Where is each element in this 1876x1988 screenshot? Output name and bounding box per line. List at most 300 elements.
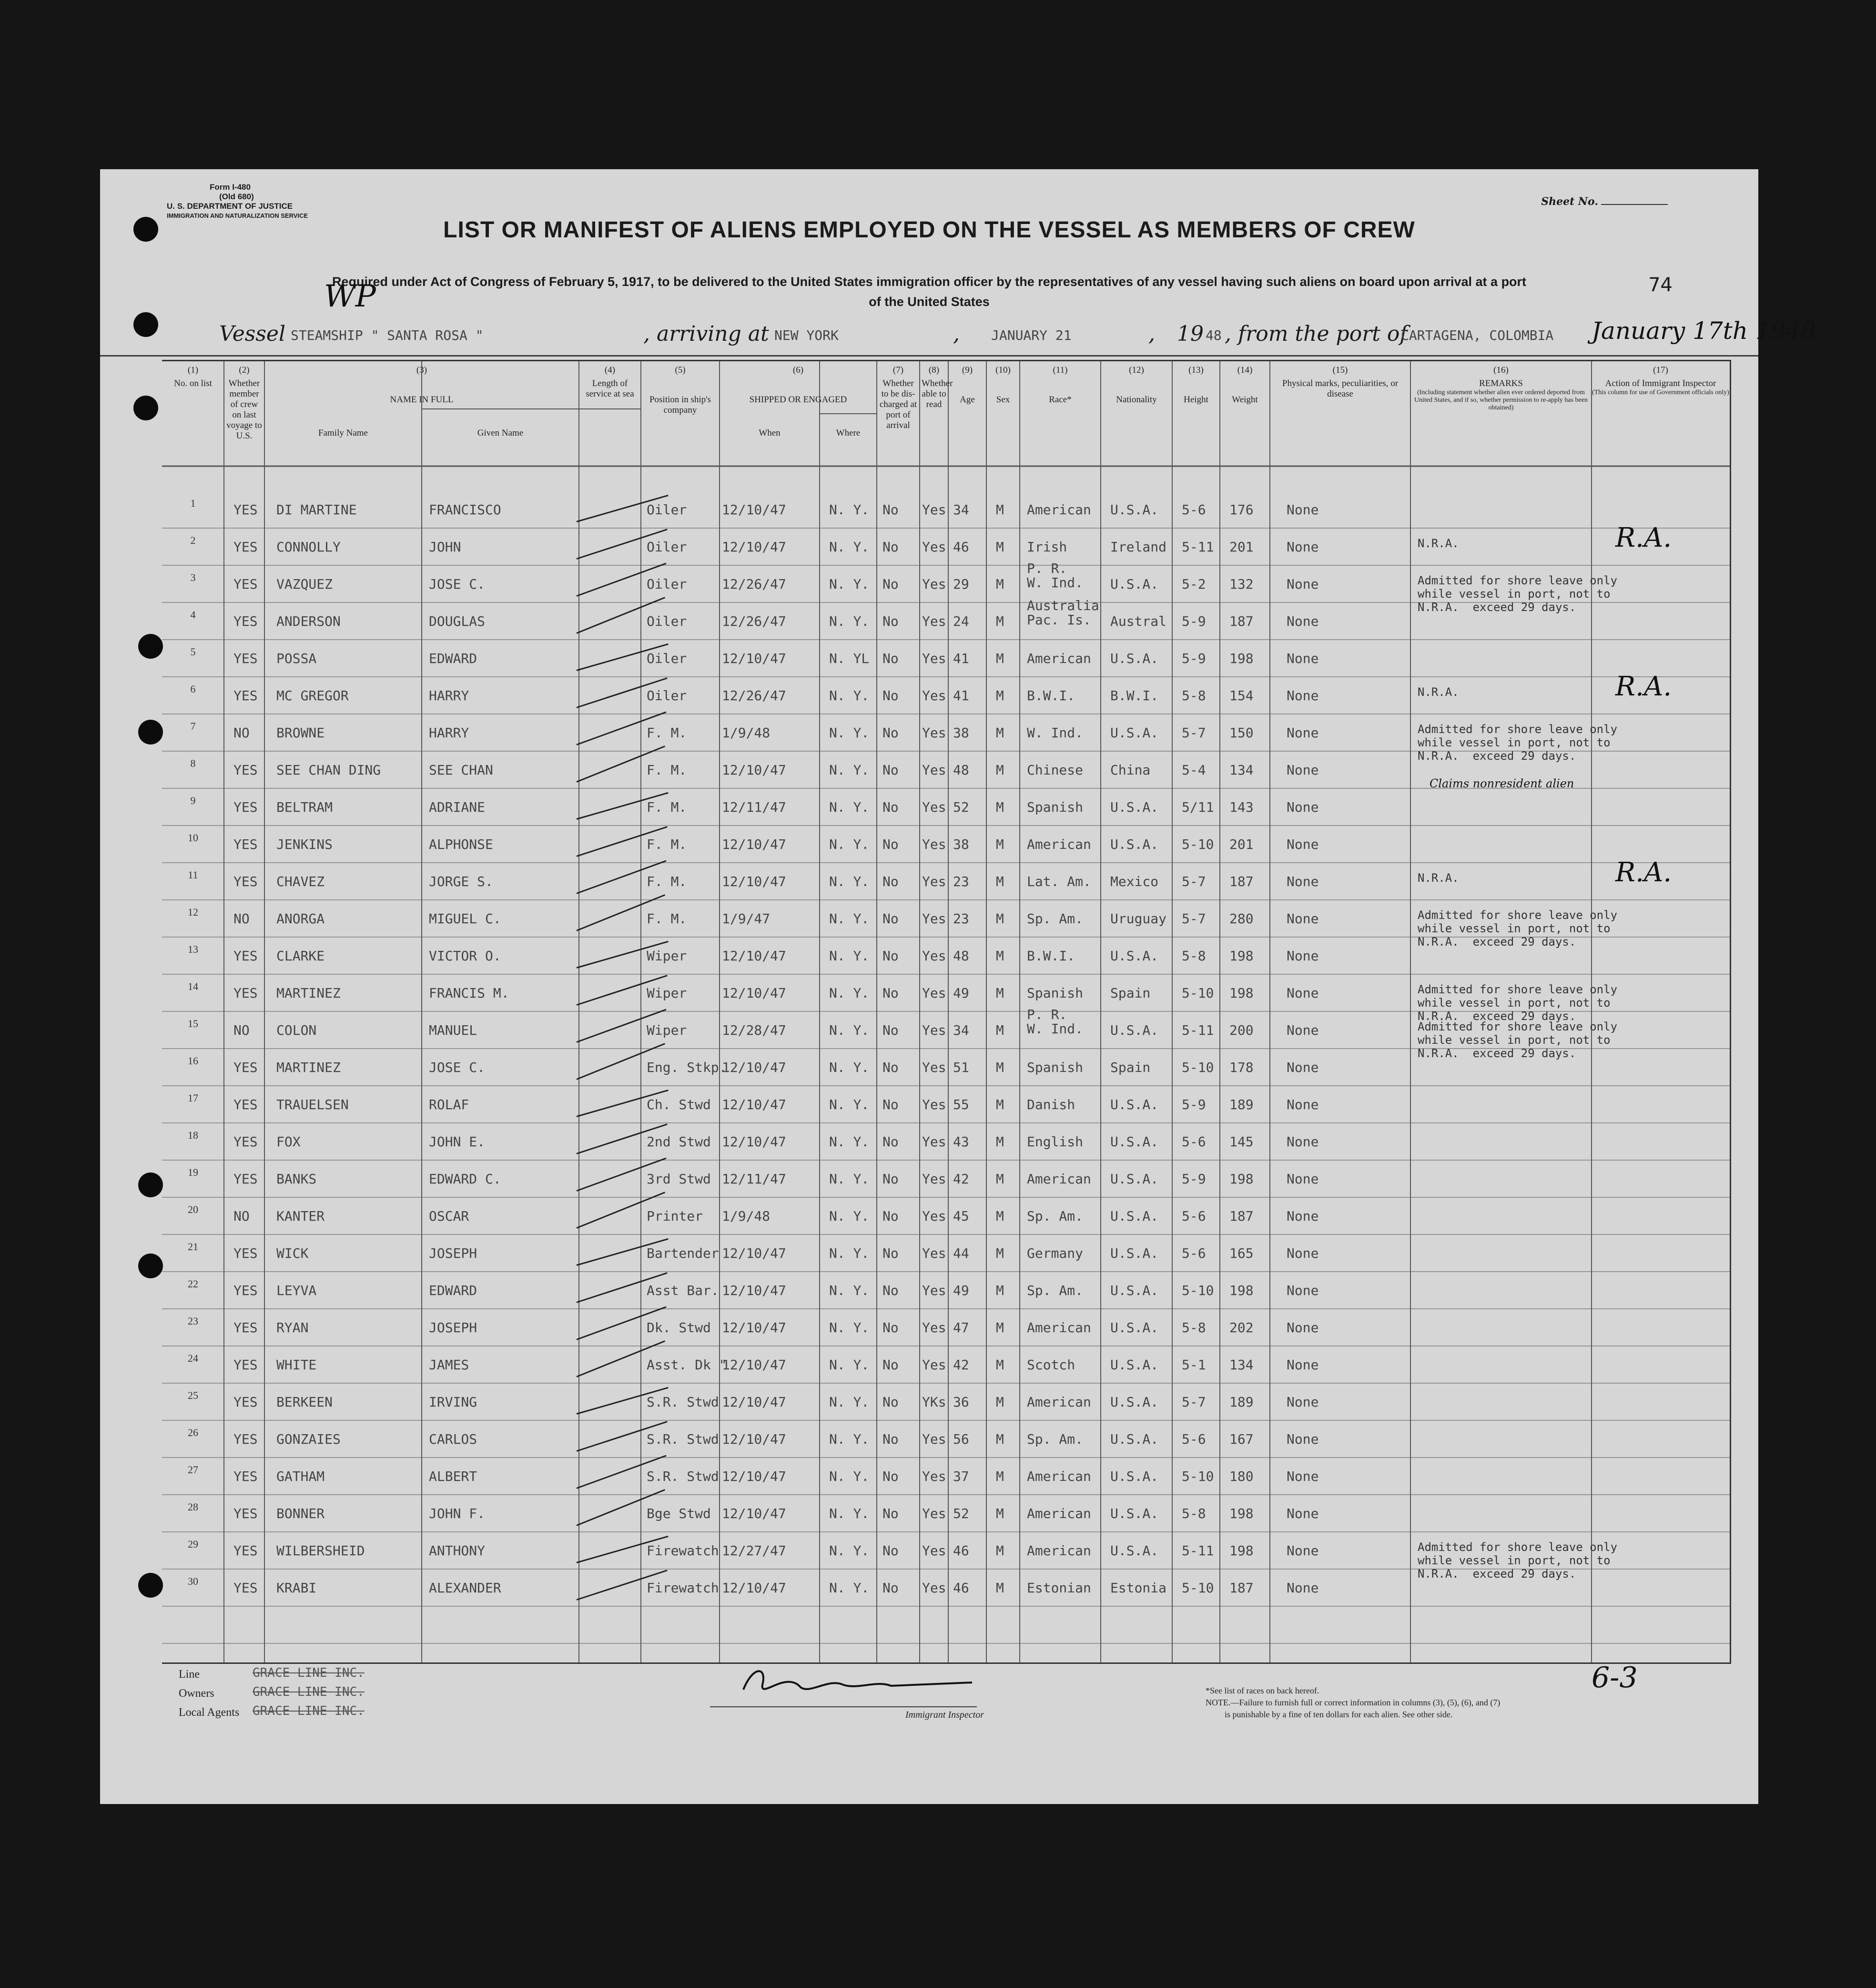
inspector-initials: WP bbox=[324, 279, 376, 314]
col-physical-marks-number: (15) bbox=[1332, 365, 1348, 375]
cell-nationality: U.S.A. bbox=[1110, 1245, 1159, 1261]
cell-able-to-read: Yes bbox=[922, 688, 946, 703]
cell-race: Sp. Am. bbox=[1027, 1431, 1084, 1447]
cell-nationality: U.S.A. bbox=[1110, 948, 1159, 964]
cell-nationality: U.S.A. bbox=[1110, 651, 1159, 666]
cell-given-name: OSCAR bbox=[429, 1208, 469, 1224]
cell-given-name: JOHN F. bbox=[429, 1506, 486, 1521]
col-position-number: (5) bbox=[675, 365, 686, 375]
remark-entry: Admitted for shore leave only while vessel in port, not to N.R.A. exceed 29 days. bbox=[1418, 1020, 1618, 1060]
cell-nationality: U.S.A. bbox=[1110, 1468, 1159, 1484]
cell-physical-marks: None bbox=[1287, 1097, 1319, 1112]
cell-able-to-read: Yes bbox=[922, 725, 946, 741]
cell-physical-marks: None bbox=[1287, 1171, 1319, 1187]
cell-age: 43 bbox=[953, 1134, 969, 1150]
cell-shipped-where: N. Y. bbox=[829, 874, 870, 889]
row-number: 15 bbox=[188, 1018, 198, 1030]
col-list-number bbox=[162, 365, 224, 389]
cell-age: 52 bbox=[953, 799, 969, 815]
cell-height: 5-8 bbox=[1182, 688, 1206, 703]
cell-height: 5-10 bbox=[1182, 1468, 1214, 1484]
cell-able-to-read: Yes bbox=[922, 836, 946, 852]
cell-weight: 154 bbox=[1229, 688, 1254, 703]
cell-member-of-crew: YES bbox=[233, 1320, 258, 1336]
cell-discharge: No bbox=[882, 725, 899, 741]
cell-shipped-where: N. Y. bbox=[829, 1580, 870, 1596]
cell-member-of-crew: YES bbox=[233, 1245, 258, 1261]
cell-physical-marks: None bbox=[1287, 688, 1319, 703]
cell-race: American bbox=[1027, 1543, 1091, 1559]
cell-member-of-crew: YES bbox=[233, 1394, 258, 1410]
cell-able-to-read: Yes bbox=[922, 1171, 946, 1187]
cell-able-to-read: Yes bbox=[922, 874, 946, 889]
cell-shipped-where: N. Y. bbox=[829, 613, 870, 629]
cell-age: 29 bbox=[953, 576, 969, 592]
cell-race: Sp. Am. bbox=[1027, 911, 1084, 927]
cell-physical-marks: None bbox=[1287, 1468, 1319, 1484]
cell-height: 5-7 bbox=[1182, 725, 1206, 741]
cell-discharge: No bbox=[882, 502, 899, 518]
cell-height: 5-9 bbox=[1182, 1097, 1206, 1112]
cell-physical-marks: None bbox=[1287, 1134, 1319, 1150]
row-number: 11 bbox=[188, 869, 198, 881]
col-discharge-title: Whether to be dis-charged at port of arrival bbox=[879, 378, 917, 430]
col-name-number: (3) bbox=[416, 365, 427, 375]
cell-shipped-where: N. Y. bbox=[829, 1283, 870, 1298]
cell-position: Eng. Stkp. bbox=[647, 1060, 727, 1075]
col-age-number: (9) bbox=[962, 365, 973, 375]
vessel-name: STEAMSHIP " SANTA ROSA " bbox=[291, 327, 484, 343]
cell-given-name: FRANCISCO bbox=[429, 502, 501, 518]
cell-height: 5-2 bbox=[1182, 576, 1206, 592]
cell-nationality: U.S.A. bbox=[1110, 1097, 1159, 1112]
cell-sex: M bbox=[996, 836, 1004, 852]
cell-age: 48 bbox=[953, 762, 969, 778]
local-agents-value: GRACE LINE INC. bbox=[253, 1704, 365, 1718]
cell-discharge: No bbox=[882, 1060, 899, 1075]
cell-position: Wiper bbox=[647, 948, 687, 964]
cell-shipped-when: 12/10/47 bbox=[722, 651, 786, 666]
cell-family-name: MC GREGOR bbox=[276, 688, 349, 703]
cell-shipped-where: N. Y. bbox=[829, 948, 870, 964]
cell-position: F. M. bbox=[647, 911, 687, 927]
cell-shipped-when: 12/26/47 bbox=[722, 688, 786, 703]
cell-race: Danish bbox=[1027, 1097, 1075, 1112]
cell-family-name: MARTINEZ bbox=[276, 985, 341, 1001]
cell-shipped-when: 12/10/47 bbox=[722, 836, 786, 852]
col-physical-marks-title: Physical marks, peculiarities, or disease bbox=[1282, 378, 1399, 399]
col-nationality-number: (12) bbox=[1129, 365, 1144, 375]
col-physical-marks bbox=[1270, 365, 1410, 399]
col-sex-number: (10) bbox=[995, 365, 1011, 375]
cell-able-to-read: YKs bbox=[922, 1394, 946, 1410]
cell-age: 49 bbox=[953, 1283, 969, 1298]
cell-shipped-where: N. Y. bbox=[829, 1431, 870, 1447]
cell-nationality: Estonia bbox=[1110, 1580, 1167, 1596]
cell-shipped-where: N. Y. bbox=[829, 1171, 870, 1187]
remark-entry: Admitted for shore leave only while vessel in port, not to N.R.A. exceed 29 days. bbox=[1418, 983, 1618, 1023]
cell-able-to-read: Yes bbox=[922, 1097, 946, 1112]
col-list-number-number: (1) bbox=[187, 365, 199, 375]
cell-age: 46 bbox=[953, 1580, 969, 1596]
col-length-service-number: (4) bbox=[604, 365, 616, 375]
cell-physical-marks: None bbox=[1287, 1394, 1319, 1410]
cell-age: 23 bbox=[953, 874, 969, 889]
cell-weight: 198 bbox=[1229, 1543, 1254, 1559]
punch-hole bbox=[138, 634, 163, 659]
cell-race: American bbox=[1027, 1171, 1091, 1187]
cell-race: Chinese bbox=[1027, 762, 1084, 778]
cell-weight: 143 bbox=[1229, 799, 1254, 815]
cell-position: S.R. Stwd bbox=[647, 1431, 719, 1447]
cell-nationality: U.S.A. bbox=[1110, 1543, 1159, 1559]
remark-entry: Admitted for shore leave only while vessel in port, not to N.R.A. exceed 29 days. bbox=[1418, 723, 1618, 763]
cell-member-of-crew: YES bbox=[233, 762, 258, 778]
cell-height: 5-10 bbox=[1182, 985, 1214, 1001]
cell-weight: 187 bbox=[1229, 613, 1254, 629]
cell-sex: M bbox=[996, 1060, 1004, 1075]
cell-sex: M bbox=[996, 874, 1004, 889]
cell-age: 46 bbox=[953, 1543, 969, 1559]
cell-age: 46 bbox=[953, 539, 969, 555]
year-prefix: 19 bbox=[1177, 322, 1204, 346]
col-remarks bbox=[1410, 365, 1592, 412]
cell-race: Sp. Am. bbox=[1027, 1208, 1084, 1224]
cell-position: Oiler bbox=[647, 539, 687, 555]
cell-weight: 180 bbox=[1229, 1468, 1254, 1484]
penalty-note-1: NOTE.—Failure to furnish full or correct information in columns (3), (5), (6), and (7) bbox=[1206, 1698, 1501, 1707]
cell-race: Spanish bbox=[1027, 985, 1084, 1001]
cell-able-to-read: Yes bbox=[922, 1060, 946, 1075]
col-discharge-number: (7) bbox=[892, 365, 904, 375]
cell-height: 5-11 bbox=[1182, 1022, 1214, 1038]
cell-discharge: No bbox=[882, 1245, 899, 1261]
cell-shipped-where: N. Y. bbox=[829, 1543, 870, 1559]
col-weight-title: Weight bbox=[1232, 395, 1258, 405]
inspector-action-mark: R.A. bbox=[1615, 522, 1672, 553]
cell-member-of-crew: YES bbox=[233, 1543, 258, 1559]
cell-height: 5-6 bbox=[1182, 1134, 1206, 1150]
row-number: 29 bbox=[188, 1538, 198, 1550]
cell-physical-marks: None bbox=[1287, 1283, 1319, 1298]
cell-physical-marks: None bbox=[1287, 799, 1319, 815]
col-weight bbox=[1220, 365, 1270, 405]
punch-hole bbox=[133, 217, 158, 242]
cell-member-of-crew: YES bbox=[233, 651, 258, 666]
cell-member-of-crew: YES bbox=[233, 576, 258, 592]
cell-shipped-where: N. YL bbox=[829, 651, 870, 666]
cell-discharge: No bbox=[882, 688, 899, 703]
cell-height: 5-6 bbox=[1182, 1431, 1206, 1447]
vessel-row: Vessel STEAMSHIP " SANTA ROSA " , arriving at NEW YORK , JANUARY 21 , 19 48 , from the port of CARTAGENA, COLOMBIA January 17th 1948 bbox=[219, 317, 1816, 346]
sheet-label-text: Sheet No. bbox=[1541, 195, 1598, 208]
cell-nationality: U.S.A. bbox=[1110, 502, 1159, 518]
remark-entry: N.R.A. bbox=[1418, 537, 1459, 550]
cell-sex: M bbox=[996, 1394, 1004, 1410]
cell-physical-marks: None bbox=[1287, 1022, 1319, 1038]
cell-able-to-read: Yes bbox=[922, 1022, 946, 1038]
cell-height: 5-6 bbox=[1182, 502, 1206, 518]
col-able-read-title: Whether able to read bbox=[922, 378, 953, 409]
cell-physical-marks: None bbox=[1287, 1245, 1319, 1261]
cell-shipped-where: N. Y. bbox=[829, 1245, 870, 1261]
cell-discharge: No bbox=[882, 613, 899, 629]
cell-sex: M bbox=[996, 948, 1004, 964]
cell-height: 5-10 bbox=[1182, 1580, 1214, 1596]
cell-able-to-read: Yes bbox=[922, 502, 946, 518]
cell-able-to-read: Yes bbox=[922, 576, 946, 592]
cell-member-of-crew: NO bbox=[233, 911, 250, 927]
row-number: 19 bbox=[188, 1166, 198, 1178]
cell-shipped-where: N. Y. bbox=[829, 1506, 870, 1521]
cell-physical-marks: None bbox=[1287, 836, 1319, 852]
cell-given-name: JOHN bbox=[429, 539, 461, 555]
cell-given-name: ADRIANE bbox=[429, 799, 486, 815]
row-number: 22 bbox=[188, 1278, 198, 1290]
cell-discharge: No bbox=[882, 1468, 899, 1484]
cell-age: 42 bbox=[953, 1357, 969, 1373]
cell-family-name: GATHAM bbox=[276, 1468, 325, 1484]
col-shipped-title: SHIPPED OR ENGAGED bbox=[749, 395, 847, 405]
cell-position: Bge Stwd bbox=[647, 1506, 711, 1521]
cell-member-of-crew: YES bbox=[233, 613, 258, 629]
cell-given-name: SEE CHAN bbox=[429, 762, 493, 778]
cell-sex: M bbox=[996, 688, 1004, 703]
cell-position: 3rd Stwd bbox=[647, 1171, 711, 1187]
cell-position: F. M. bbox=[647, 799, 687, 815]
cell-weight: 198 bbox=[1229, 948, 1254, 964]
cell-height: 5-8 bbox=[1182, 1506, 1206, 1521]
col-race-number: (11) bbox=[1053, 365, 1068, 375]
penalty-note-2: is punishable by a fine of ten dollars for each alien. See other side. bbox=[1225, 1710, 1453, 1719]
col-race-title: Race* bbox=[1049, 395, 1072, 405]
cell-sex: M bbox=[996, 1431, 1004, 1447]
cell-member-of-crew: YES bbox=[233, 1468, 258, 1484]
cell-discharge: No bbox=[882, 948, 899, 964]
cell-physical-marks: None bbox=[1287, 985, 1319, 1001]
races-note: *See list of races on back hereof. bbox=[1206, 1686, 1319, 1695]
cell-given-name: JAMES bbox=[429, 1357, 469, 1373]
cell-position: Oiler bbox=[647, 502, 687, 518]
manifest-sheet bbox=[100, 169, 1816, 1804]
col-previous-voyage-title: Whether member of crew on last voyage to U.S. bbox=[226, 378, 262, 441]
col-sex bbox=[986, 365, 1020, 405]
cell-member-of-crew: NO bbox=[233, 1022, 250, 1038]
cell-shipped-where: N. Y. bbox=[829, 1320, 870, 1336]
col-discharge bbox=[877, 365, 920, 431]
cell-given-name: FRANCIS M. bbox=[429, 985, 509, 1001]
punch-hole bbox=[138, 1573, 163, 1598]
cell-weight: 134 bbox=[1229, 762, 1254, 778]
cell-discharge: No bbox=[882, 1208, 899, 1224]
row-number: 2 bbox=[190, 534, 196, 546]
cell-member-of-crew: YES bbox=[233, 1134, 258, 1150]
vessel-label: Vessel bbox=[219, 322, 286, 346]
cell-member-of-crew: YES bbox=[233, 1283, 258, 1298]
cell-weight: 202 bbox=[1229, 1320, 1254, 1336]
cell-member-of-crew: YES bbox=[233, 1171, 258, 1187]
cell-nationality: B.W.I. bbox=[1110, 688, 1159, 703]
cell-sex: M bbox=[996, 1134, 1004, 1150]
cell-age: 49 bbox=[953, 985, 969, 1001]
cell-given-name: ALBERT bbox=[429, 1468, 477, 1484]
row-number: 24 bbox=[188, 1352, 198, 1364]
cell-shipped-when: 12/10/47 bbox=[722, 502, 786, 518]
departure-port: CARTAGENA, COLOMBIA bbox=[1401, 327, 1554, 343]
cell-shipped-when: 12/11/47 bbox=[722, 1171, 786, 1187]
cell-member-of-crew: YES bbox=[233, 836, 258, 852]
cell-race: American bbox=[1027, 1468, 1091, 1484]
cell-physical-marks: None bbox=[1287, 1580, 1319, 1596]
cell-nationality: Mexico bbox=[1110, 874, 1159, 889]
cell-shipped-when: 12/10/47 bbox=[722, 1245, 786, 1261]
arrival-port: NEW YORK bbox=[774, 327, 839, 343]
cell-family-name: BERKEEN bbox=[276, 1394, 333, 1410]
cell-shipped-when: 12/10/47 bbox=[722, 1357, 786, 1373]
cell-given-name: JOSE C. bbox=[429, 1060, 486, 1075]
cell-age: 34 bbox=[953, 502, 969, 518]
col-previous-voyage-number: (2) bbox=[239, 365, 250, 375]
cell-sex: M bbox=[996, 613, 1004, 629]
sheet-number: 74 bbox=[1648, 274, 1673, 296]
cell-weight: 134 bbox=[1229, 1357, 1254, 1373]
cell-race: P. R. W. Ind. bbox=[1027, 561, 1084, 591]
cell-age: 45 bbox=[953, 1208, 969, 1224]
cell-shipped-when: 12/10/47 bbox=[722, 985, 786, 1001]
row-number: 28 bbox=[188, 1501, 198, 1513]
cell-position: F. M. bbox=[647, 725, 687, 741]
cell-shipped-when: 1/9/47 bbox=[722, 911, 771, 927]
cell-shipped-where: N. Y. bbox=[829, 799, 870, 815]
cell-shipped-where: N. Y. bbox=[829, 836, 870, 852]
cell-sex: M bbox=[996, 1208, 1004, 1224]
cell-nationality: U.S.A. bbox=[1110, 1431, 1159, 1447]
cell-race: American bbox=[1027, 1320, 1091, 1336]
cell-position: S.R. Stwd bbox=[647, 1394, 719, 1410]
cell-family-name: GONZAIES bbox=[276, 1431, 341, 1447]
cell-height: 5-9 bbox=[1182, 613, 1206, 629]
from-port-label: , from the port of bbox=[1225, 322, 1408, 346]
cell-family-name: KRABI bbox=[276, 1580, 317, 1596]
cell-discharge: No bbox=[882, 651, 899, 666]
cell-physical-marks: None bbox=[1287, 911, 1319, 927]
cell-position: Asst Bar. bbox=[647, 1283, 719, 1298]
cell-given-name: ALPHONSE bbox=[429, 836, 493, 852]
cell-sex: M bbox=[996, 985, 1004, 1001]
cell-height: 5-9 bbox=[1182, 1171, 1206, 1187]
row-number: 4 bbox=[190, 609, 196, 621]
col-previous-voyage bbox=[224, 365, 264, 441]
cell-weight: 201 bbox=[1229, 539, 1254, 555]
cell-shipped-where: N. Y. bbox=[829, 539, 870, 555]
cell-shipped-where: N. Y. bbox=[829, 1060, 870, 1075]
col-age-title: Age bbox=[960, 395, 975, 405]
handwritten-date: January 17th 1948 bbox=[1592, 317, 1816, 345]
cell-age: 51 bbox=[953, 1060, 969, 1075]
cell-able-to-read: Yes bbox=[922, 1208, 946, 1224]
cell-member-of-crew: YES bbox=[233, 874, 258, 889]
cell-discharge: No bbox=[882, 1097, 899, 1112]
cell-discharge: No bbox=[882, 836, 899, 852]
cell-height: 5-6 bbox=[1182, 1245, 1206, 1261]
col-height-title: Height bbox=[1184, 395, 1208, 405]
sheet-number-label bbox=[1541, 195, 1668, 208]
cell-weight: 176 bbox=[1229, 502, 1254, 518]
arrival-date: JANUARY 21 bbox=[991, 327, 1072, 343]
cell-shipped-where: N. Y. bbox=[829, 1208, 870, 1224]
cell-member-of-crew: YES bbox=[233, 1580, 258, 1596]
col-family-name: Family Name bbox=[318, 428, 368, 438]
row-number: 16 bbox=[188, 1055, 198, 1067]
cell-family-name: BONNER bbox=[276, 1506, 325, 1521]
col-shipped-when: When bbox=[759, 428, 781, 438]
cell-family-name: JENKINS bbox=[276, 836, 333, 852]
cell-member-of-crew: YES bbox=[233, 1357, 258, 1373]
cell-given-name: VICTOR O. bbox=[429, 948, 501, 964]
cell-position: F. M. bbox=[647, 836, 687, 852]
cell-race: English bbox=[1027, 1134, 1084, 1150]
cell-height: 5-8 bbox=[1182, 1320, 1206, 1336]
subtitle-line-1: Required under Act of Congress of February 5, 1917, to be delivered to the United States immigration officer by the representatives of any vessel having such aliens on board upon arrival at a port bbox=[332, 275, 1527, 289]
cell-discharge: No bbox=[882, 874, 899, 889]
cell-age: 23 bbox=[953, 911, 969, 927]
cell-position: Firewatch bbox=[647, 1543, 719, 1559]
row-number: 30 bbox=[188, 1575, 198, 1587]
cell-sex: M bbox=[996, 1245, 1004, 1261]
cell-member-of-crew: YES bbox=[233, 948, 258, 964]
cell-sex: M bbox=[996, 539, 1004, 555]
cell-nationality: U.S.A. bbox=[1110, 725, 1159, 741]
cell-family-name: POSSA bbox=[276, 651, 317, 666]
cell-shipped-where: N. Y. bbox=[829, 725, 870, 741]
cell-discharge: No bbox=[882, 1171, 899, 1187]
row-number: 14 bbox=[188, 980, 198, 992]
cell-discharge: No bbox=[882, 1580, 899, 1596]
cell-shipped-where: N. Y. bbox=[829, 1134, 870, 1150]
cell-nationality: U.S.A. bbox=[1110, 1320, 1159, 1336]
cell-able-to-read: Yes bbox=[922, 1506, 946, 1521]
inspector-action-mark: R.A. bbox=[1615, 671, 1672, 702]
col-remarks-number: (16) bbox=[1493, 365, 1509, 375]
cell-given-name: IRVING bbox=[429, 1394, 477, 1410]
cell-shipped-when: 12/10/47 bbox=[722, 1431, 786, 1447]
cell-discharge: No bbox=[882, 1431, 899, 1447]
cell-sex: M bbox=[996, 576, 1004, 592]
cell-sex: M bbox=[996, 1320, 1004, 1336]
cell-race: Germany bbox=[1027, 1245, 1084, 1261]
cell-age: 48 bbox=[953, 948, 969, 964]
cell-height: 5-1 bbox=[1182, 1357, 1206, 1373]
cell-given-name: HARRY bbox=[429, 688, 469, 703]
col-nationality-title: Nationality bbox=[1116, 395, 1157, 405]
row-number: 6 bbox=[190, 683, 196, 695]
cell-discharge: No bbox=[882, 1134, 899, 1150]
cell-shipped-when: 12/26/47 bbox=[722, 613, 786, 629]
cell-position: Firewatch bbox=[647, 1580, 719, 1596]
cell-weight: 132 bbox=[1229, 576, 1254, 592]
cell-nationality: U.S.A. bbox=[1110, 1357, 1159, 1373]
cell-height: 5-11 bbox=[1182, 539, 1214, 555]
cell-race: P. R. W. Ind. bbox=[1027, 1007, 1084, 1037]
cell-sex: M bbox=[996, 1022, 1004, 1038]
cell-sex: M bbox=[996, 725, 1004, 741]
cell-age: 44 bbox=[953, 1245, 969, 1261]
cell-nationality: U.S.A. bbox=[1110, 836, 1159, 852]
col-inspector-action bbox=[1592, 365, 1730, 397]
cell-race: Irish bbox=[1027, 539, 1067, 555]
cell-physical-marks: None bbox=[1287, 576, 1319, 592]
punch-hole bbox=[138, 720, 163, 744]
